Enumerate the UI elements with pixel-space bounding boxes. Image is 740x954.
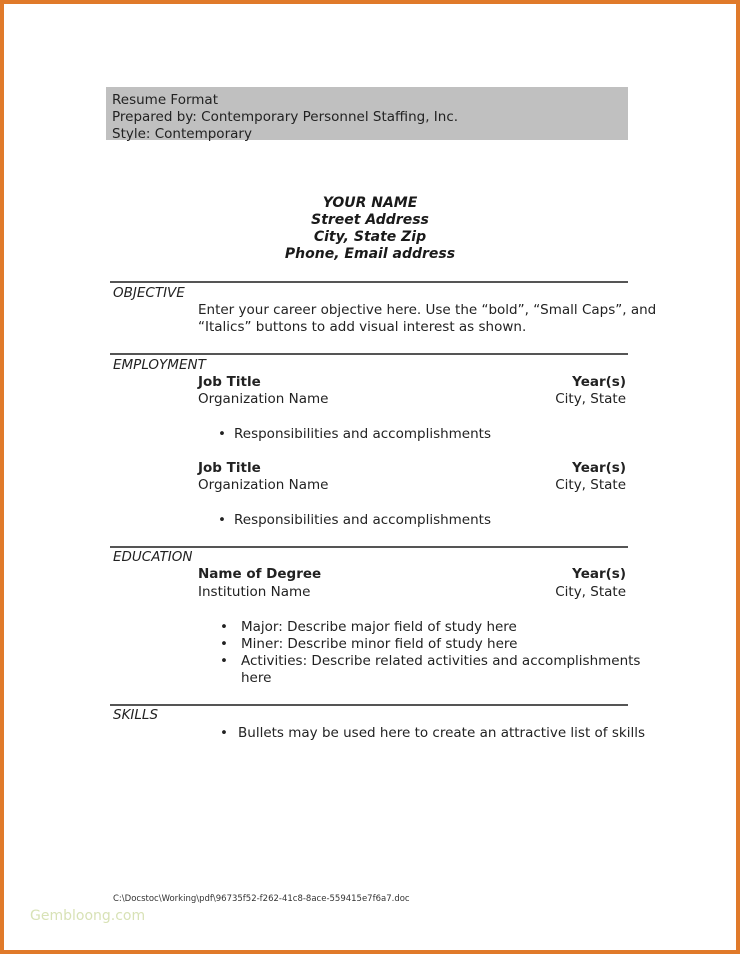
meta-prepared-by: Prepared by: Contemporary Personnel Staffing, Inc. <box>112 109 459 125</box>
section-divider <box>110 281 628 283</box>
bullet-icon: • <box>220 636 228 652</box>
responsibility-text: Responsibilities and accomplishments <box>234 512 491 528</box>
bullet-icon: • <box>218 512 226 528</box>
institution-name: Institution Name <box>198 584 311 600</box>
education-years: Year(s) <box>572 566 626 582</box>
organization-name: Organization Name <box>198 391 329 407</box>
meta-title: Resume Format <box>112 92 218 108</box>
section-divider <box>110 353 628 355</box>
job-years: Year(s) <box>572 374 626 390</box>
bullet-icon: • <box>220 653 228 669</box>
skills-label: SKILLS <box>113 707 159 723</box>
degree-name: Name of Degree <box>198 566 322 582</box>
education-bullet-text: Activities: Describe related activities and accomplishments <box>241 653 641 669</box>
document-page <box>4 4 736 950</box>
responsibility-text: Responsibilities and accomplishments <box>234 426 491 442</box>
objective-label: OBJECTIVE <box>113 285 185 301</box>
job-years: Year(s) <box>572 460 626 476</box>
skills-bullet-text: Bullets may be used here to create an attractive list of skills <box>238 725 645 741</box>
bullet-icon: • <box>218 426 226 442</box>
organization-name: Organization Name <box>198 477 329 493</box>
objective-text-line1: Enter your career objective here. Use the “bold”, “Small Caps”, and <box>198 302 657 318</box>
job-location: City, State <box>555 477 626 493</box>
employment-label: EMPLOYMENT <box>113 357 206 373</box>
objective-text-line2: “Italics” buttons to add visual interest as shown. <box>198 319 527 335</box>
education-bullet-continuation: here <box>241 670 272 686</box>
job-location: City, State <box>555 391 626 407</box>
header-contact: Phone, Email address <box>284 246 456 262</box>
watermark: Gembloong.com <box>30 908 146 924</box>
education-bullet-text: Miner: Describe minor field of study here <box>241 636 518 652</box>
education-location: City, State <box>555 584 626 600</box>
file-path: C:\Docstoc\Working\pdf\96735f52-f262-41c8-8ace-559415e7f6a7.doc <box>113 894 410 904</box>
meta-style: Style: Contemporary <box>112 126 252 142</box>
bullet-icon: • <box>220 725 228 741</box>
job-title: Job Title <box>198 374 261 390</box>
bullet-icon: • <box>220 619 228 635</box>
job-title: Job Title <box>198 460 261 476</box>
section-divider <box>110 704 628 706</box>
header-street: Street Address <box>311 212 429 228</box>
education-label: EDUCATION <box>113 549 193 565</box>
header-city: City, State Zip <box>313 229 427 245</box>
section-divider <box>110 546 628 548</box>
header-name: YOUR NAME <box>322 195 418 211</box>
education-bullet-text: Major: Describe major field of study here <box>241 619 517 635</box>
